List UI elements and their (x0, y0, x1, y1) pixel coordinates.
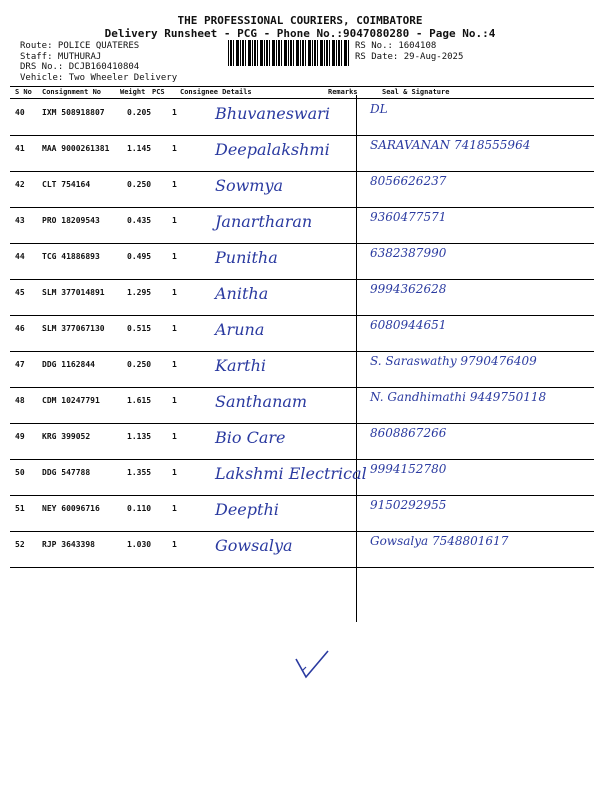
weight-cell: 1.295 (127, 288, 152, 297)
seal-signature: SARAVANAN 7418555964 (370, 138, 531, 152)
consignee-signature: Punitha (215, 248, 278, 267)
sno-cell: 51 (15, 504, 25, 513)
sno-cell: 42 (15, 180, 25, 189)
seal-signature: 9994152780 (370, 462, 447, 476)
weight-cell: 1.615 (127, 396, 152, 405)
seal-signature: S. Saraswathy 9790476409 (370, 354, 537, 368)
weight-cell: 0.435 (127, 216, 152, 225)
sno-cell: 40 (15, 108, 25, 117)
header-bottom-border (10, 98, 594, 99)
table-row (10, 352, 594, 388)
consignee-signature: Aruna (215, 320, 265, 339)
weight-cell: 1.030 (127, 540, 152, 549)
weight-cell: 0.110 (127, 504, 152, 513)
table-top-border (10, 86, 594, 87)
runsheet-subtitle: Delivery Runsheet - PCG - Phone No.:9047080280 - Page No.:4 (104, 27, 496, 40)
col-remarks-header: Remarks (328, 88, 358, 96)
pcs-cell: 1 (172, 180, 177, 189)
weight-cell: 1.145 (127, 144, 152, 153)
consignment-cell: MAA 9000261381 (42, 144, 110, 153)
pcs-cell: 1 (172, 468, 177, 477)
sno-cell: 50 (15, 468, 25, 477)
seal-signature: 8056626237 (370, 174, 447, 188)
weight-cell: 0.205 (127, 108, 152, 117)
consignment-cell: DDG 1162844 (42, 360, 95, 369)
company-title: THE PROFESSIONAL COURIERS, COIMBATORE (177, 14, 423, 27)
consignment-cell: TCG 41886893 (42, 252, 100, 261)
consignment-cell: DDG 547788 (42, 468, 91, 477)
pcs-cell: 1 (172, 324, 177, 333)
consignee-signature: Bhuvaneswari (215, 104, 330, 123)
pcs-cell: 1 (172, 144, 177, 153)
consignee-signature: Deepalakshmi (215, 140, 330, 159)
seal-signature: N. Gandhimathi 9449750118 (370, 390, 547, 404)
seal-signature: 6080944651 (370, 318, 447, 332)
pcs-cell: 1 (172, 540, 177, 549)
consignee-signature: Karthi (215, 356, 266, 375)
col-consignment-header: Consignment No (42, 88, 102, 96)
table-row (10, 100, 594, 136)
table-row (10, 316, 594, 352)
seal-signature: 6382387990 (370, 246, 447, 260)
consignee-signature: Bio Care (215, 428, 286, 447)
seal-signature: 9360477571 (370, 210, 447, 224)
consignment-cell: SLM 377014891 (42, 288, 105, 297)
sno-cell: 45 (15, 288, 25, 297)
col-consignee-header: Consignee Details (180, 88, 252, 96)
pcs-cell: 1 (172, 288, 177, 297)
pcs-cell: 1 (172, 216, 177, 225)
consignee-signature: Gowsalya (215, 536, 293, 555)
barcode (228, 40, 350, 66)
consignment-cell: KRG 399052 (42, 432, 91, 441)
consignment-cell: CLT 754164 (42, 180, 91, 189)
sno-cell: 49 (15, 432, 25, 441)
col-pcs-header: PCS (152, 88, 165, 96)
consignee-signature: Sowmya (215, 176, 284, 195)
col-sno-header: S No (15, 88, 32, 96)
rs-number: RS No.: 1604108 (355, 41, 437, 51)
rs-date: RS Date: 29-Aug-2025 (355, 51, 464, 62)
weight-cell: 1.355 (127, 468, 152, 477)
seal-signature: Gowsalya 7548801617 (370, 534, 509, 548)
sno-cell: 52 (15, 540, 25, 549)
table-row (10, 388, 594, 424)
route: Route: POLICE QUATERES (20, 41, 140, 51)
staff: Staff: MUTHURAJ (20, 51, 102, 62)
table-row (10, 460, 594, 496)
consignment-cell: RJP 3643398 (42, 540, 95, 549)
pcs-cell: 1 (172, 252, 177, 261)
weight-cell: 0.250 (127, 360, 152, 369)
consignment-cell: PRO 18209543 (42, 216, 100, 225)
col-seal-header: Seal & Signature (382, 88, 450, 96)
consignee-signature: Deepthi (215, 500, 279, 519)
sno-cell: 46 (15, 324, 25, 333)
table-row (10, 424, 594, 460)
vehicle: Vehicle: Two Wheeler Delivery (20, 72, 178, 83)
table-row (10, 208, 594, 244)
pcs-cell: 1 (172, 360, 177, 369)
table-row (10, 244, 594, 280)
pcs-cell: 1 (172, 504, 177, 513)
seal-signature: 9994362628 (370, 282, 447, 296)
weight-cell: 0.515 (127, 324, 152, 333)
consignee-signature: Anitha (215, 284, 269, 303)
seal-signature: 8608867266 (370, 426, 447, 440)
sno-cell: 41 (15, 144, 25, 153)
sno-cell: 43 (15, 216, 25, 225)
consignee-signature: Janartharan (215, 212, 313, 231)
table-row (10, 136, 594, 172)
consignment-cell: SLM 377067130 (42, 324, 105, 333)
consignee-signature: Santhanam (215, 392, 308, 411)
weight-cell: 0.495 (127, 252, 152, 261)
row-separator (10, 567, 594, 568)
check-mark (292, 645, 332, 685)
seal-signature: 9150292955 (370, 498, 447, 512)
sno-cell: 48 (15, 396, 25, 405)
table-row (10, 280, 594, 316)
rs-info (355, 41, 463, 62)
sno-cell: 47 (15, 360, 25, 369)
weight-cell: 1.135 (127, 432, 152, 441)
weight-cell: 0.250 (127, 180, 152, 189)
pcs-cell: 1 (172, 396, 177, 405)
table-row (10, 496, 594, 532)
seal-signature: DL (370, 102, 388, 116)
col-weight-header: Weight (120, 88, 146, 96)
consignment-cell: CDM 10247791 (42, 396, 100, 405)
table-row (10, 532, 594, 568)
drs-number: DRS No.: DCJB160410804 (20, 62, 140, 72)
run-info (20, 41, 177, 83)
sno-cell: 44 (15, 252, 25, 261)
consignee-signature: Lakshmi Electrical (215, 464, 367, 483)
table-row (10, 172, 594, 208)
pcs-cell: 1 (172, 108, 177, 117)
consignment-cell: IXM 508918807 (42, 108, 105, 117)
pcs-cell: 1 (172, 432, 177, 441)
consignment-cell: NEY 60096716 (42, 504, 100, 513)
